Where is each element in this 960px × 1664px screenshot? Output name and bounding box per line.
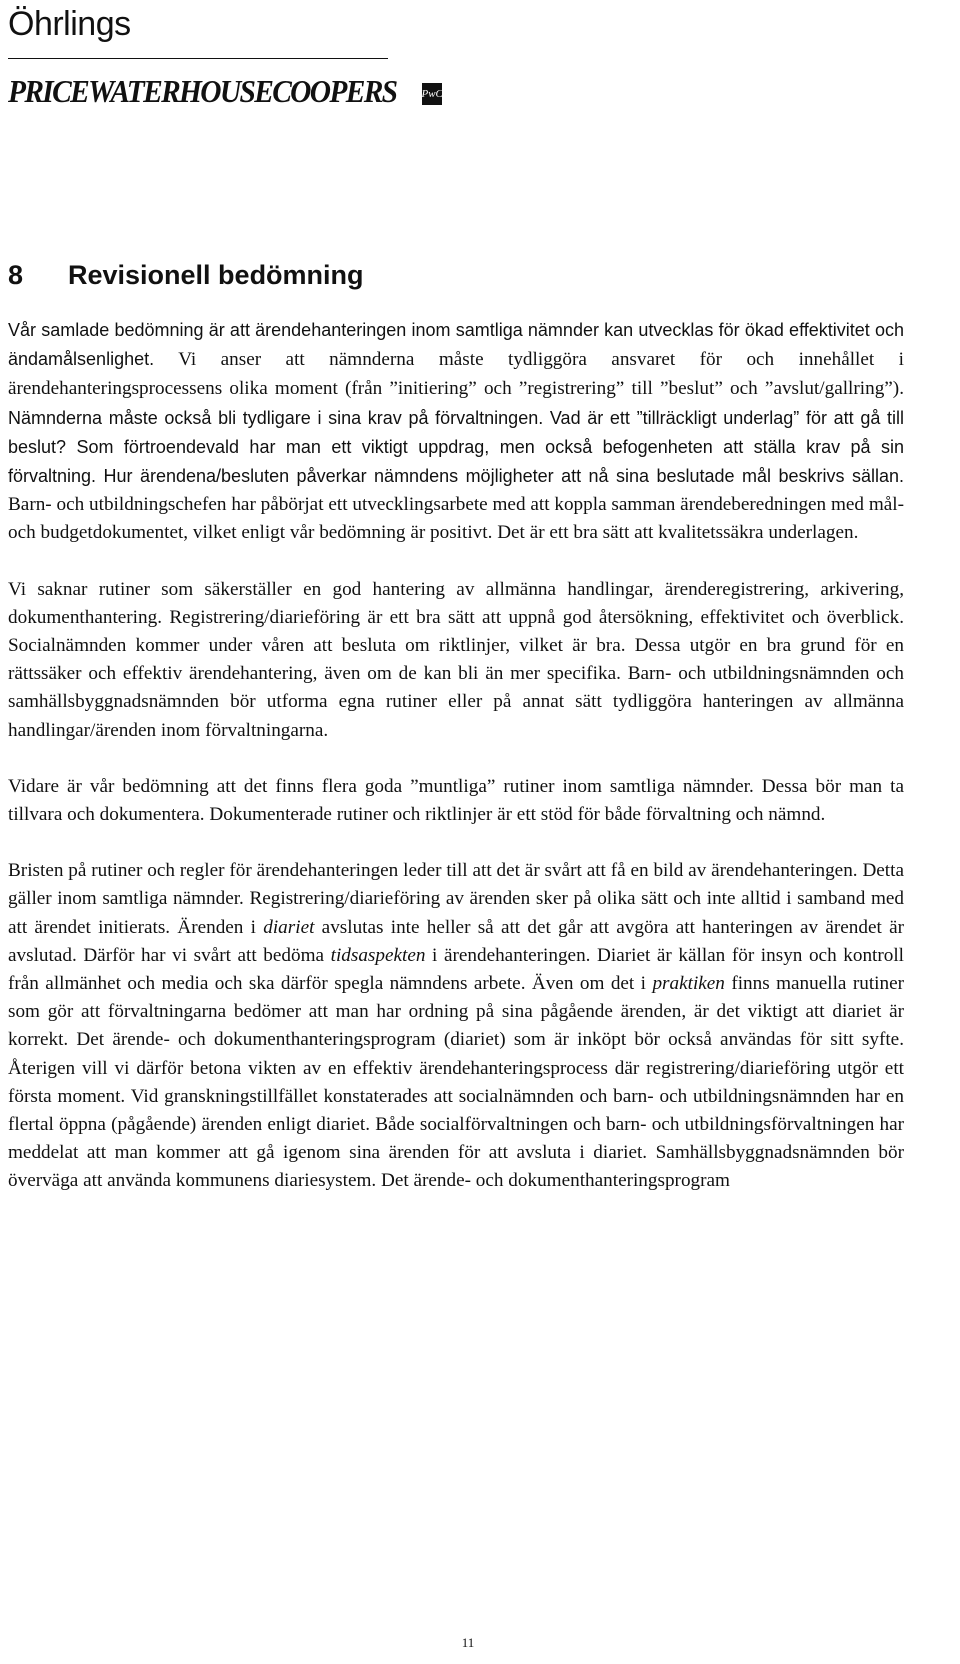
document-body bbox=[8, 316, 904, 1224]
paragraph-1-sentence-2: Vi anser att nämnderna måste tydliggöra ansvaret för och innehållet i ärendehanteringsprocessens olika moment (från ”initiering” och ”registrering” till ”beslut” och ”avslut/gallring”). bbox=[8, 349, 904, 400]
paragraph-4-part-a: Bristen på rutiner och regler för ärendehanteringen leder till att det är svårt att få en bild av ärendehanteringen. Detta gäller inom samtliga nämnder. Registrering/diarieföring av ärenden sker på olika sätt och inte alltid i samband med att ärendet initierats. Ärenden i bbox=[8, 860, 904, 938]
paragraph-1-sentence-3: Nämnderna måste också bli tydligare i sina krav på förvaltningen. Vad är ett ”tillräckligt underlag” för att gå till beslut? Som förtroendevald har man ett viktigt uppdrag, men också befogenheten att ställa krav på sin förvaltning. Hur ärendena/besluten påverkar nämndens möjligheter att nå sina beslutade mål beskrivs sällan. bbox=[8, 407, 904, 487]
paragraph-4-part-b: avslutas inte heller så att det går att avgöra att hanteringen av ärendet är avslutad. Därför har vi svårt att bedöma bbox=[8, 916, 904, 966]
paragraph-1-sentence-1: Vår samlade bedömning är att ärendehanteringen inom samtliga nämnder kan utvecklas för ökad effektivitet och ändamålsenlighet. bbox=[8, 320, 904, 370]
pwc-mark-icon: PwC bbox=[422, 83, 442, 105]
page-number: 11 bbox=[461, 1635, 475, 1650]
header-brand bbox=[8, 4, 443, 110]
header-divider bbox=[8, 58, 388, 59]
section-heading bbox=[8, 260, 364, 291]
paragraph-4 bbox=[8, 857, 904, 1195]
emphasis-praktiken: praktiken bbox=[652, 973, 725, 995]
paragraph-1 bbox=[8, 316, 904, 548]
paragraph-1-sentence-4: Barn- och utbildningschefen har påbörjat ett utvecklingsarbete med att koppla samman ärendeberedningen med mål- och budgetdokumentet, vilket enligt vår bedömning är positivt. Det är ett bra sätt att kvalitetssäkra underlagen. bbox=[8, 494, 904, 544]
paragraph-2: Vi saknar rutiner som säkerställer en god hantering av allmänna handlingar, ärenderegistrering, arkivering, dokumenthantering. Registrering/diarieföring är ett bra sätt att uppnå god återsökning, effektivitet och överblick. Socialnämnden kommer under våren att besluta om riktlinjer, vilket är bra. Dessa utgör en bra grund för en rättssäker och effektiv ärendehantering, även om de kan bli än mer specifika. Barn- och utbildningsnämnden och samhällsbyggnadsnämnden bör utforma egna rutiner eller på annat sätt tydliggöra hanteringen av allmänna handlingar/ärenden inom förvaltningarna. bbox=[8, 578, 904, 741]
company-name: Öhrlings bbox=[8, 5, 131, 43]
section-number: 8 bbox=[8, 260, 24, 290]
section-title: Revisionell bedömning bbox=[68, 260, 364, 290]
paragraph-3: Vidare är vår bedömning att det finns flera goda ”muntliga” rutiner inom samtliga nämnder. Dessa bör man ta tillvara och dokumentera. Dokumenterade rutiner och riktlinjer är ett stöd för både förvaltning och nämnd. bbox=[8, 775, 904, 826]
paragraph-4-part-c: i ärendehanteringen. Diariet är källan för insyn och kontroll från allmänhet och media och ska därför spegla nämndens arbete. Även om det i bbox=[8, 944, 905, 995]
emphasis-diariet: diariet bbox=[263, 916, 315, 938]
emphasis-tidsaspekten: tidsaspekten bbox=[330, 944, 426, 966]
pwc-logo bbox=[8, 73, 443, 110]
pwc-logo-text: PRICEWATERHOUSECOOPERS bbox=[8, 73, 397, 109]
paragraph-4-part-d: finns manuella rutiner som gör att förvaltningarna bedömer att man har ordning på sina pågående ärenden, är det viktigt att diariet är korrekt. Det ärende- och dokumenthanteringsprogram (diariet) som är inköpt bör också användas för sitt syfte. Återigen vill vi därför betona vikten av en effektiv ärendehanteringsprocess där registrering/diarieföring utgör ett första moment. Vid granskningstillfället konstaterades att socialnämnden och barn- och utbildningsnämnden har en flertal öppna (pågående) ärenden enligt diariet. Både socialförvaltningen och barn- och utbildningsförvaltningen har meddelat att man kommer att gå igenom sina ärenden för att avsluta i diariet. Samhällsbyggnadsnämnden bör överväga att använda kommunens diariesystem. Det ärende- och dokumenthanteringsprogram bbox=[8, 973, 904, 1192]
